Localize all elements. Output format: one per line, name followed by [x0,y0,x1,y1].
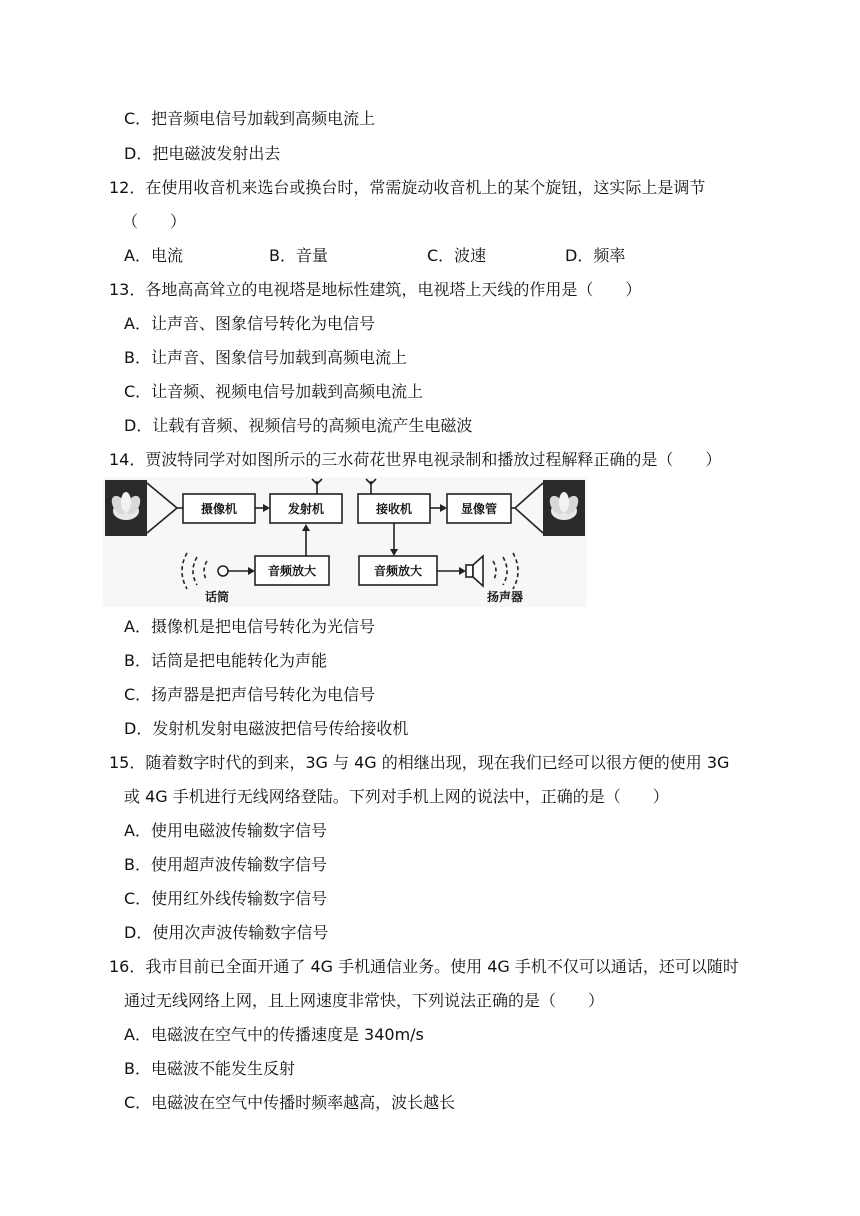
speaker-label: 扬声器 [486,590,524,604]
audio-amp-right-label: 音频放大 [373,564,423,578]
q12-option-a: A．电流 [124,246,183,265]
camera-label: 摄像机 [200,502,238,516]
q11-option-d: D．把电磁波发射出去 [124,144,281,163]
q15-option-c: C．使用红外线传输数字信号 [124,889,328,908]
q16-option-b: B．电磁波不能发生反射 [124,1059,295,1078]
picture-tube-label: 显像管 [460,502,498,516]
q13-option-b: B．让声音、图象信号加载到高频电流上 [124,348,407,367]
q13-stem: 13．各地高高耸立的电视塔是地标性建筑，电视塔上天线的作用是（ ） [109,280,642,299]
lotus-image-right [543,480,585,536]
q15-option-a: A．使用电磁波传输数字信号 [124,821,327,840]
q15-option-d: D．使用次声波传输数字信号 [124,923,329,942]
q11-option-c: C．把音频电信号加载到高频电流上 [124,109,376,128]
q12-stem-line1: 12．在使用收音机来选台或换台时，常需旋动收音机上的某个旋钮，这实际上是调节 [109,178,706,197]
tv-broadcast-diagram [103,477,587,607]
q14-option-d: D．发射机发射电磁波把信号传给接收机 [124,719,409,738]
transmitter-label: 发射机 [287,502,325,516]
q16-stem-line1: 16．我市目前已全面开通了 4G 手机通信业务。使用 4G 手机不仅可以通话，还可以随时 [109,957,739,976]
q15-stem-line1: 15．随着数字时代的到来，3G 与 4G 的相继出现，现在我们已经可以很方便的使用 3G [109,753,730,772]
q14-option-b: B．话筒是把电能转化为声能 [124,651,327,670]
q14-option-a: A．摄像机是把电信号转化为光信号 [124,617,375,636]
audio-amp-left-label: 音频放大 [267,564,317,578]
q12-stem-line2: （ ） [122,212,187,231]
q16-option-a: A．电磁波在空气中的传播速度是 340m/s [124,1025,424,1044]
q12-option-b: B．音量 [269,246,328,265]
microphone-label: 话筒 [204,590,230,604]
q14-stem: 14．贾波特同学对如图所示的三水荷花世界电视录制和播放过程解释正确的是（ ） [109,450,722,469]
q12-option-c: C．波速 [427,246,487,265]
q13-option-a: A．让声音、图象信号转化为电信号 [124,314,375,333]
q15-option-b: B．使用超声波传输数字信号 [124,855,327,874]
lotus-image-left [105,480,147,536]
q13-option-c: C．让音频、视频电信号加载到高频电流上 [124,382,424,401]
q12-option-d: D．频率 [565,246,626,265]
q14-option-c: C．扬声器是把声信号转化为电信号 [124,685,376,704]
receiver-label: 接收机 [375,502,413,516]
q16-option-c: C．电磁波在空气中传播时频率越高，波长越长 [124,1093,456,1112]
q16-stem-line2: 通过无线网络上网，且上网速度非常快，下列说法正确的是（ ） [124,991,605,1010]
q15-stem-line2: 或 4G 手机进行无线网络登陆。下列对手机上网的说法中，正确的是（ ） [124,787,669,806]
q13-option-d: D．让载有音频、视频信号的高频电流产生电磁波 [124,416,473,435]
q12-options [124,246,625,266]
